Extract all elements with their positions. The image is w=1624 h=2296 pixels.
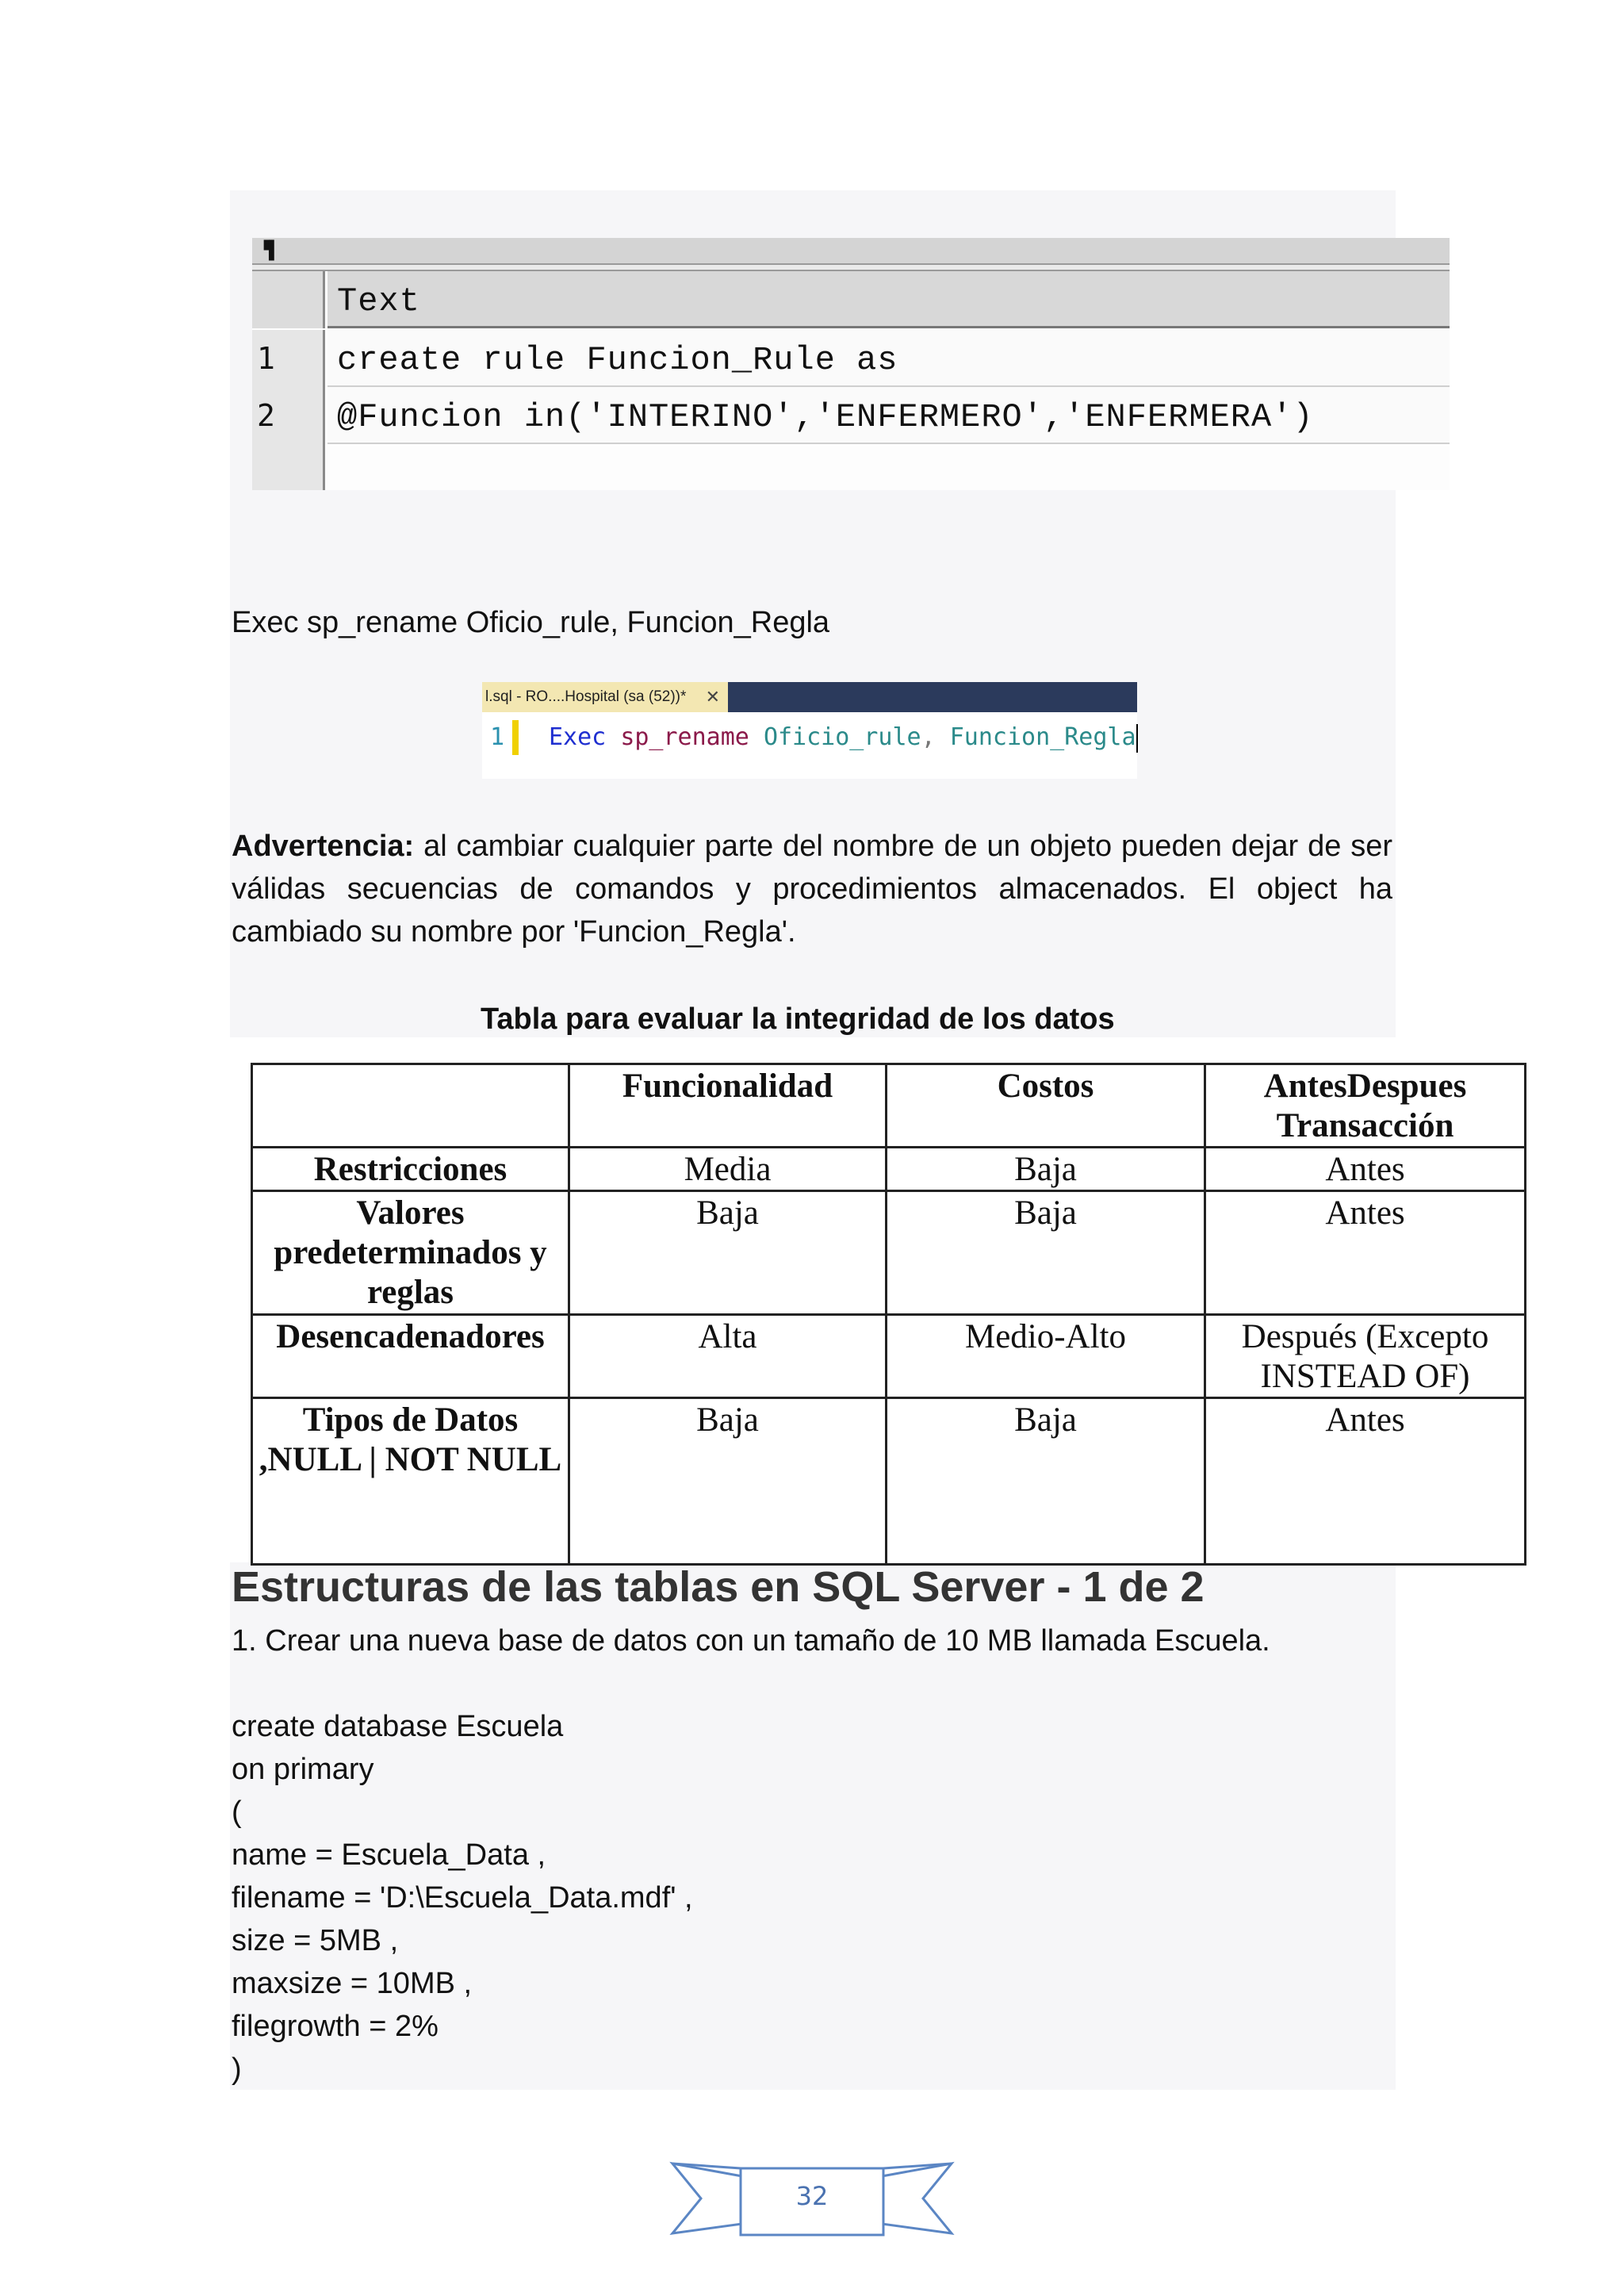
grid-cell: create rule Funcion_Rule as bbox=[327, 330, 1450, 387]
page-number-ribbon bbox=[669, 2157, 955, 2237]
table-cell: Baja bbox=[569, 1398, 887, 1565]
table-header-cell: Funcionalidad bbox=[569, 1064, 887, 1148]
table-header-cell: Costos bbox=[887, 1064, 1205, 1148]
grid-column-header: Text bbox=[327, 271, 1450, 328]
editor-tab-title: l.sql - RO....Hospital (sa (52))* bbox=[485, 688, 687, 705]
exec-statement: Exec sp_rename Oficio_rule, Funcion_Regla bbox=[232, 606, 830, 639]
grid-row-number: 2 bbox=[252, 387, 325, 444]
grid-row-number: 1 bbox=[252, 330, 325, 387]
change-marker bbox=[512, 720, 519, 755]
row-header-cell: Restricciones bbox=[252, 1148, 569, 1191]
table-row bbox=[252, 1315, 1526, 1398]
table-cell: Baja bbox=[887, 1148, 1205, 1191]
sql-line: on primary bbox=[232, 1753, 374, 1786]
table-cell: Baja bbox=[569, 1191, 887, 1315]
table-header-cell bbox=[252, 1064, 569, 1148]
sql-line: size = 5MB , bbox=[232, 1924, 399, 1957]
sql-line: filegrowth = 2% bbox=[232, 2010, 439, 2043]
results-grid-screenshot bbox=[252, 238, 1450, 490]
sql-line: create database Escuela bbox=[232, 1710, 564, 1743]
table-cell: Baja bbox=[887, 1398, 1205, 1565]
sql-line: maxsize = 10MB , bbox=[232, 1967, 473, 2000]
table-cell: Después (Excepto INSTEAD OF) bbox=[1205, 1315, 1526, 1398]
sql-line: ( bbox=[232, 1796, 242, 1829]
table-caption: Tabla para evaluar la integridad de los datos bbox=[481, 1002, 1115, 1036]
row-header-cell: Desencadenadores bbox=[252, 1315, 569, 1398]
table-cell: Medio-Alto bbox=[887, 1315, 1205, 1398]
warning-text: al cambiar cualquier parte del nombre de un objeto pueden dejar de ser válidas secuencias de comandos y procedimientos almacenados. El object ha cambiado su nombre por 'Funcion_Regla'. bbox=[232, 830, 1392, 949]
line-number: 1 bbox=[490, 723, 505, 751]
grid-row bbox=[252, 387, 1450, 444]
editor-tab-bar bbox=[482, 682, 1137, 712]
integrity-table bbox=[251, 1063, 1526, 1566]
section-title: Estructuras de las tablas en SQL Server - 1 de 2 bbox=[232, 1563, 1205, 1611]
table-cell: Alta bbox=[569, 1315, 887, 1398]
grid-cell: @Funcion in('INTERINO','ENFERMERO','ENFERMERA') bbox=[327, 387, 1450, 444]
editor-tab bbox=[482, 682, 728, 712]
close-icon: ✕ bbox=[705, 687, 720, 707]
table-header-cell: AntesDespues Transacción bbox=[1205, 1064, 1526, 1148]
query-editor-screenshot bbox=[482, 682, 1137, 779]
row-header-cell: Valores predeterminados y reglas bbox=[252, 1191, 569, 1315]
table-row bbox=[252, 1398, 1526, 1565]
table-header-row bbox=[252, 1064, 1526, 1148]
table-cell: Antes bbox=[1205, 1148, 1526, 1191]
table-cell: Baja bbox=[887, 1191, 1205, 1315]
warning-paragraph bbox=[232, 825, 1392, 953]
grid-toolbar: ▝▌ bbox=[252, 238, 1450, 265]
page-number: 32 bbox=[795, 2181, 829, 2211]
table-cell: Antes bbox=[1205, 1398, 1526, 1565]
table-cell: Media bbox=[569, 1148, 887, 1191]
grid-row bbox=[252, 330, 1450, 387]
table-row bbox=[252, 1148, 1526, 1191]
sql-line: filename = 'D:\Escuela_Data.mdf' , bbox=[232, 1881, 693, 1915]
table-row bbox=[252, 1191, 1526, 1315]
editor-code-line: Exec sp_rename Oficio_rule, Funcion_Regla bbox=[549, 723, 1136, 751]
sql-line: name = Escuela_Data , bbox=[232, 1838, 546, 1872]
grid-header-row bbox=[252, 271, 1450, 328]
text-cursor bbox=[1136, 724, 1138, 753]
exercise-text: 1. Crear una nueva base de datos con un tamaño de 10 MB llamada Escuela. bbox=[232, 1624, 1270, 1658]
warning-label: Advertencia: bbox=[232, 830, 415, 863]
row-header-cell: Tipos de Datos ,NULL | NOT NULL bbox=[252, 1398, 569, 1565]
table-cell: Antes bbox=[1205, 1191, 1526, 1315]
sql-line: ) bbox=[232, 2053, 242, 2086]
